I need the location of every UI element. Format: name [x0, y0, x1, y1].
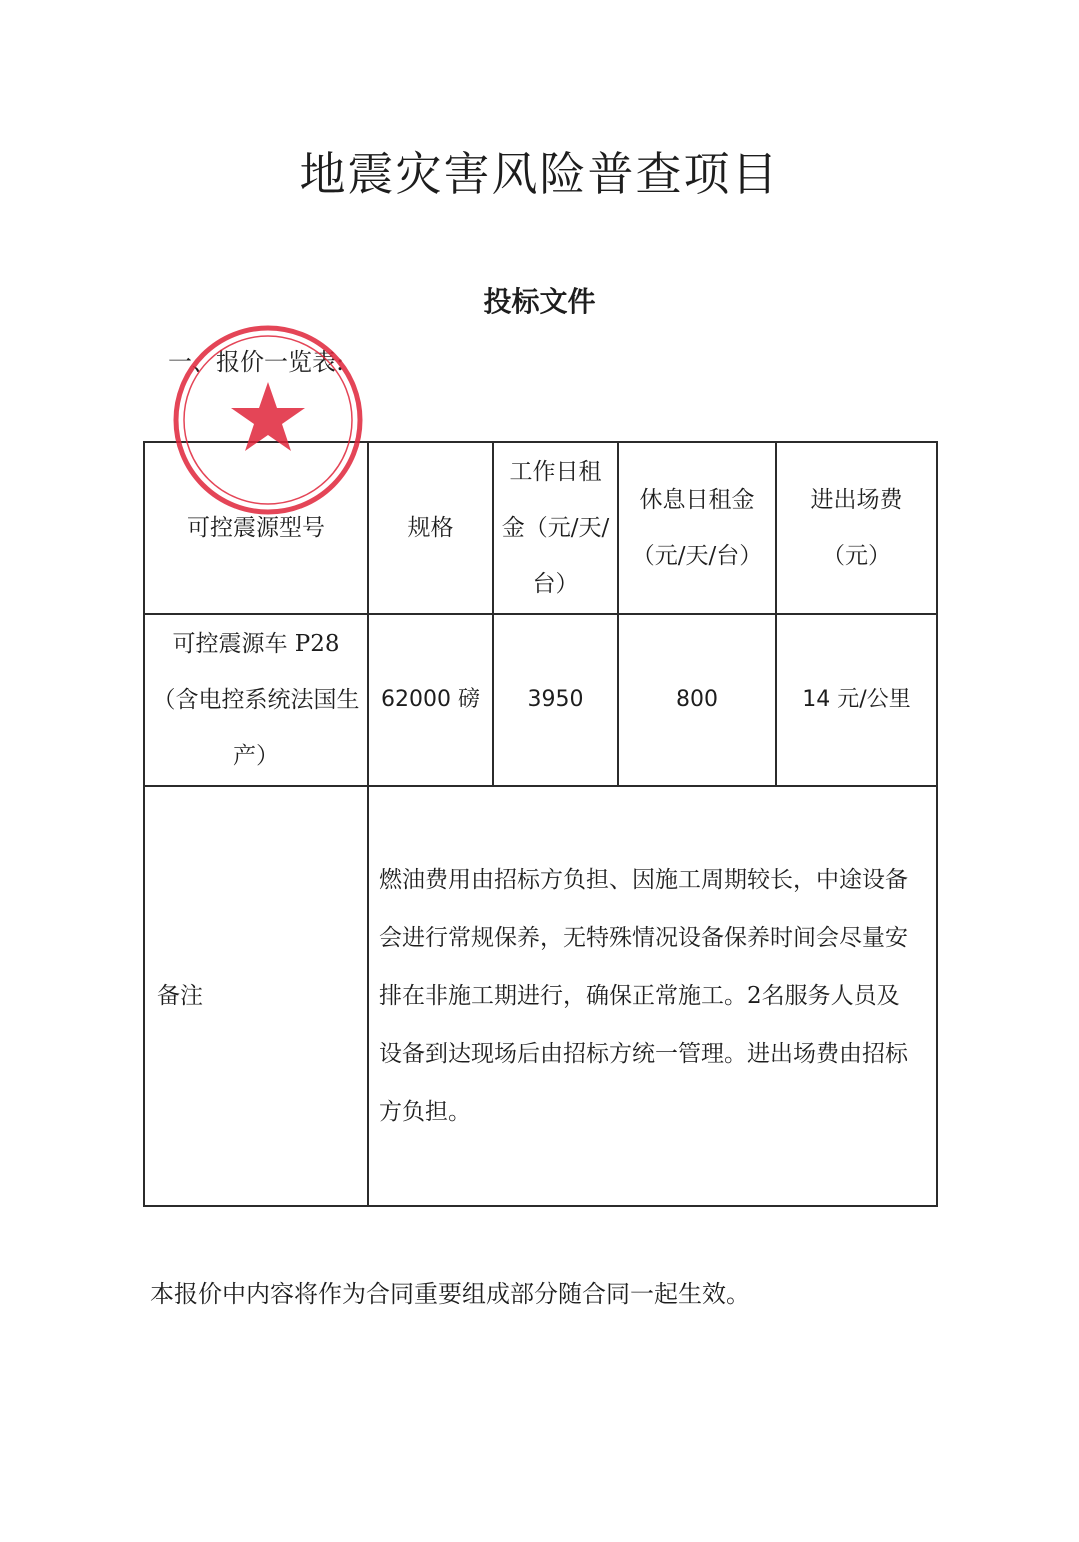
table-row	[144, 614, 937, 786]
table-header-row	[144, 442, 937, 614]
cell-spec: 62000 磅	[368, 614, 493, 786]
header-rest-rent: 休息日租金（元/天/台）	[618, 442, 776, 614]
notes-label: 备注	[144, 786, 368, 1206]
cell-rest-rent: 800	[618, 614, 776, 786]
document-title: 地震灾害风险普查项目	[299, 147, 780, 201]
notes-text: 燃油费用由招标方负担、因施工周期较长，中途设备会进行常规保养，无特殊情况设备保养时间会尽量安排在非施工期进行，确保正常施工。2名服务人员及设备到达现场后由招标方统一管理。进出场费由招标方负担。	[368, 786, 937, 1206]
cell-model: 可控震源车 P28（含电控系统法国生产）	[144, 614, 368, 786]
cell-work-rent: 3950	[493, 614, 618, 786]
header-work-rent: 工作日租金（元/天/台）	[493, 442, 618, 614]
header-entry-fee: 进出场费（元）	[776, 442, 937, 614]
footer-statement: 本报价中内容将作为合同重要组成部分随合同一起生效。	[150, 1280, 750, 1308]
header-model: 可控震源型号	[144, 442, 368, 614]
table-notes-row	[144, 786, 937, 1206]
section-heading: 一、报价一览表:	[168, 348, 345, 376]
cell-entry-fee: 14 元/公里	[776, 614, 937, 786]
document-subtitle: 投标文件	[483, 285, 596, 318]
header-spec: 规格	[368, 442, 493, 614]
quotation-table	[143, 441, 938, 1207]
